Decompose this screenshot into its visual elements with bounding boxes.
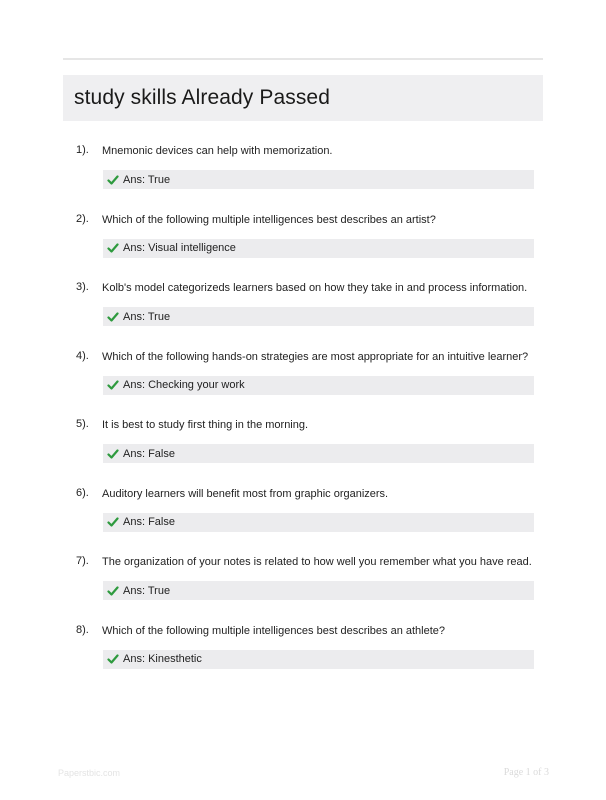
question-text: Mnemonic devices can help with memorization. xyxy=(102,145,333,157)
check-icon xyxy=(107,174,119,186)
answer-text: Ans: True xyxy=(123,310,171,323)
answer-box xyxy=(103,376,534,395)
check-icon xyxy=(107,448,119,460)
answer-box xyxy=(103,307,534,326)
question-text: Which of the following hands-on strategies are most appropriate for an intuitive learner? xyxy=(102,350,529,363)
question-item xyxy=(63,277,543,346)
footer-watermark: Paperstbic.com xyxy=(58,768,121,778)
question-text: Which of the following multiple intelligences best describes an artist? xyxy=(102,213,436,226)
question-number: 7). xyxy=(76,555,89,567)
question-list xyxy=(63,140,543,688)
answer-box xyxy=(103,170,534,189)
answer-box xyxy=(103,444,534,463)
question-number: 5). xyxy=(76,418,89,430)
answer-box xyxy=(103,239,534,258)
answer-text: Ans: False xyxy=(123,516,175,528)
page-number: Page 1 of 3 xyxy=(503,767,549,778)
question-text: Which of the following multiple intelligences best describes an athlete? xyxy=(102,624,446,637)
answer-text: Ans: Visual intelligence xyxy=(123,242,236,254)
question-number: 2). xyxy=(76,212,89,225)
question-text: Kolb's model categorizeds learners based on how they take in and process information. xyxy=(102,282,528,294)
answer-text: Ans: True xyxy=(123,584,171,597)
answer-box xyxy=(103,581,534,600)
question-text: The organization of your notes is related to how well you remember what you have read. xyxy=(102,556,532,568)
answer-text: Ans: False xyxy=(123,447,175,460)
question-number: 6). xyxy=(76,486,89,499)
question-number: 4). xyxy=(76,349,89,362)
check-icon xyxy=(107,585,119,597)
check-icon xyxy=(107,379,119,391)
check-icon xyxy=(107,516,119,528)
question-number: 1). xyxy=(76,144,89,156)
answer-box xyxy=(103,650,534,669)
answer-text: Ans: True xyxy=(123,173,171,186)
question-number: 3). xyxy=(76,281,89,293)
question-item xyxy=(63,140,543,209)
title-banner xyxy=(63,75,543,121)
page-title: study skills Already Passed xyxy=(74,86,330,109)
check-icon xyxy=(107,653,119,665)
answer-text: Ans: Checking your work xyxy=(123,379,245,391)
question-text: It is best to study first thing in the morning. xyxy=(102,419,309,431)
question-item xyxy=(63,551,543,620)
question-item xyxy=(63,483,543,552)
answer-box xyxy=(103,513,534,532)
question-item xyxy=(63,346,543,415)
check-icon xyxy=(107,311,119,323)
top-divider xyxy=(63,58,543,60)
question-text: Auditory learners will benefit most from graphic organizers. xyxy=(102,487,389,500)
answer-text: Ans: Kinesthetic xyxy=(123,653,202,665)
question-item xyxy=(63,209,543,278)
question-item xyxy=(63,620,543,689)
question-item xyxy=(63,414,543,483)
check-icon xyxy=(107,242,119,254)
question-number: 8). xyxy=(76,623,89,636)
